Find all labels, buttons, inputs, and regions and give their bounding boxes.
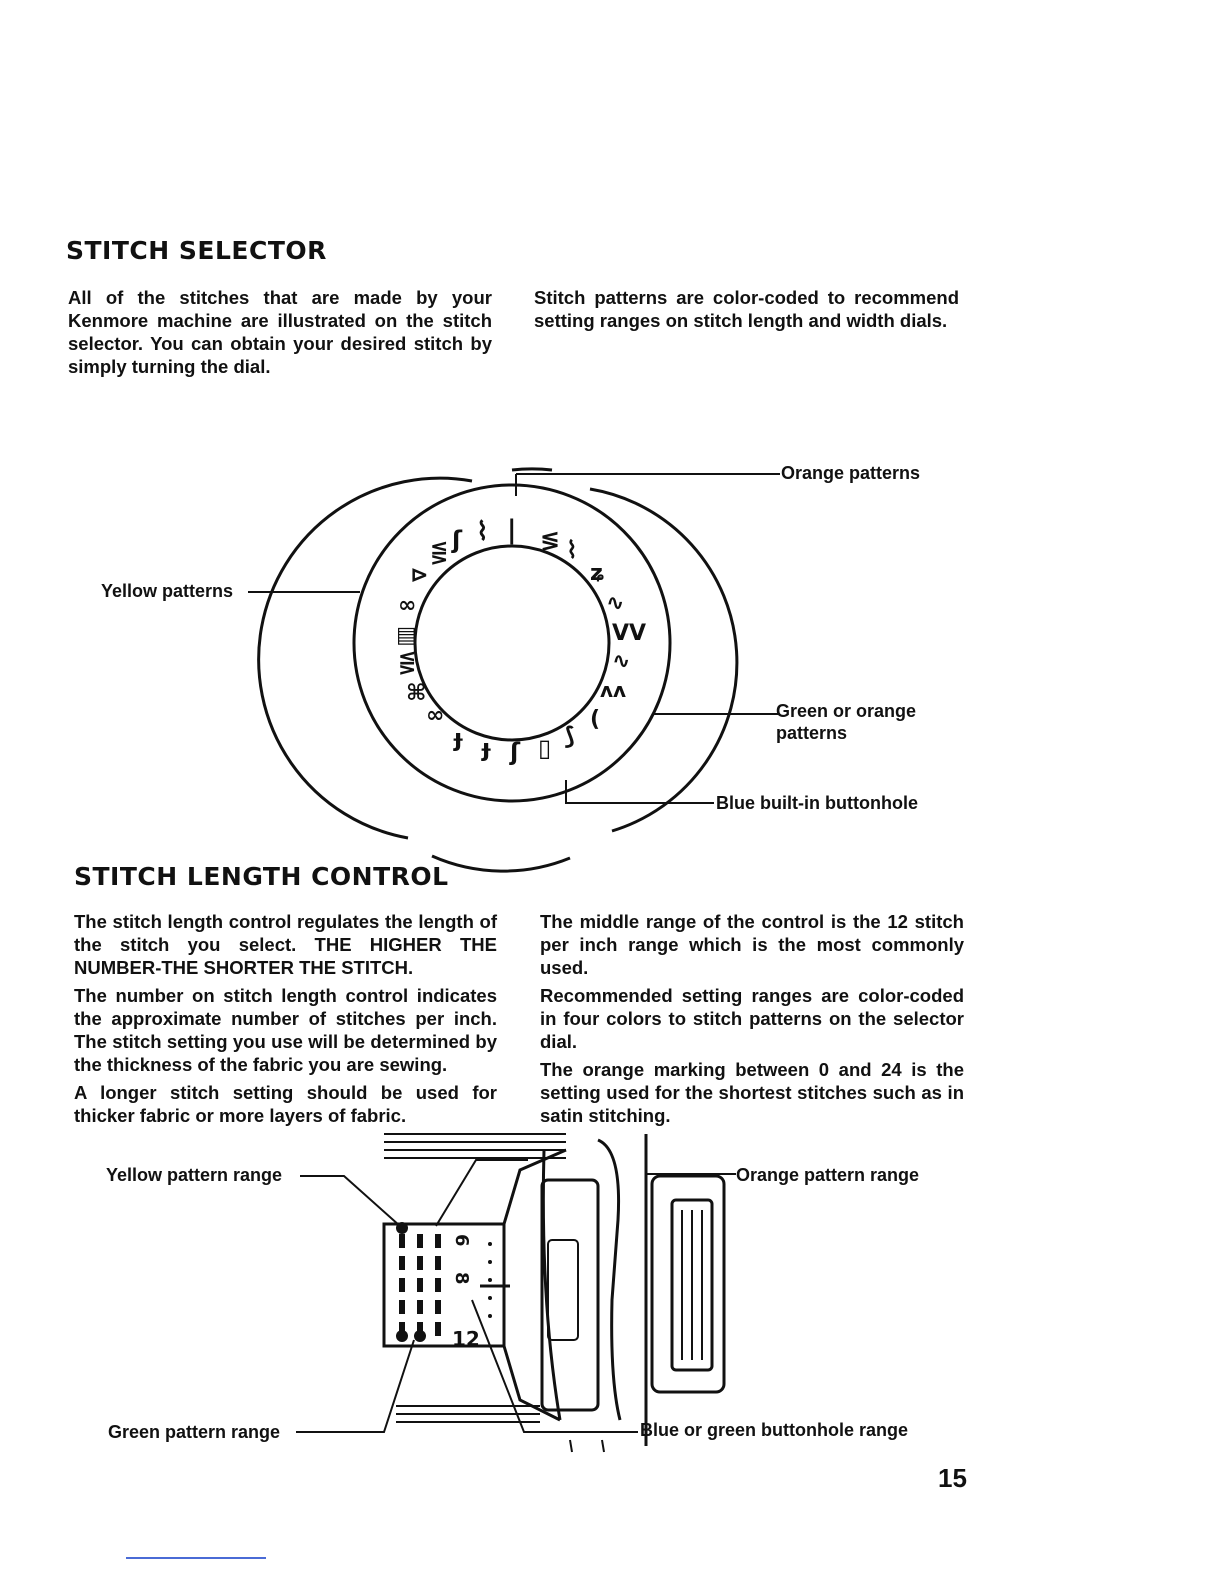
svg-text:(: ( [590,707,601,732]
svg-text:ʑ: ʑ [590,561,606,586]
svg-text:ʌʌ: ʌʌ [600,678,627,702]
svg-text:≶: ≶ [540,526,561,554]
svg-text:∞: ∞ [426,703,445,728]
stitch-length-para-2: The number on stitch length control indicates the approximate number of stitches per inch. The stitch setting you use will be determined by the thickness of the fabric you are sewing. [74,985,497,1075]
yellow-patterns-label: Yellow patterns [101,581,234,601]
svg-text:⌘: ⌘ [406,681,427,706]
stitch-length-para-5: Recommended setting ranges are color-coded in four colors to stitch patterns on the selector dial. [540,985,964,1052]
dial-number-12: 12 [452,1327,480,1351]
top-hatch-lines [384,1134,566,1158]
orange-pattern-range-label: Orange pattern range [736,1165,920,1185]
green-range-dot [396,1330,408,1342]
dial-number-6: 6 [451,1234,472,1247]
stitch-selector-para-left: All of the stitches that are made by your Kenmore machine are illustrated on the stitch selector. You can obtain your desired stitch by simply turning the dial. [68,287,492,377]
yellow-range-leader [300,1176,400,1226]
svg-text:⋚: ⋚ [430,541,449,566]
svg-text:⌇: ⌇ [566,536,578,564]
svg-text:|: | [507,515,517,545]
stitch-length-heading: STITCH LENGTH CONTROL [74,862,449,891]
svg-text:∿: ∿ [612,649,631,674]
buttonhole-tick-2 [602,1440,604,1452]
length-dot [414,1330,426,1342]
green-pattern-range-label: Green pattern range [108,1422,281,1442]
footer-rule [126,1557,266,1559]
machine-panel-inner [548,1240,578,1340]
blue-or-green-buttonhole-range-label: Blue or green buttonhole range [640,1420,909,1440]
svg-text:⌇: ⌇ [476,517,489,547]
stitch-length-para-4: The middle range of the control is the 12 stitch per inch range which is the most commonly used. [540,911,964,978]
knob-ribs [682,1210,702,1360]
machine-side-curve [598,1140,620,1420]
svg-text:∿: ∿ [606,591,625,616]
green-range-leader [296,1340,414,1432]
machine-body-curve [543,1150,560,1420]
svg-text:VV: VV [612,621,647,646]
orange-patterns-label: Orange patterns [781,463,921,483]
svg-text:⋚: ⋚ [398,651,417,676]
svg-text:ʃ: ʃ [452,526,462,554]
svg-text:⊳: ⊳ [410,563,429,588]
svg-text:ɟ: ɟ [454,724,463,752]
stitch-length-para-6: The orange marking between 0 and 24 is the setting used for the shortest stitches such as in satin stitching. [540,1059,964,1126]
svg-text:⟆: ⟆ [564,722,575,750]
stitch-selector-para-right: Stitch patterns are color-coded to recommend setting ranges on stitch length and width dials. [534,287,959,331]
stitch-length-para-3: A longer stitch setting should be used for thicker fabric or more layers of fabric. [74,1082,497,1126]
dial-number-8: 8 [451,1272,472,1285]
svg-text:ɟ: ɟ [482,734,491,762]
scale-dots [488,1242,492,1318]
range-marking-bars [402,1234,438,1336]
stitch-length-para-1: The stitch length control regulates the length of the stitch you select. THE HIGHER THE NUMBER-THE SHORTER THE STITCH. [74,911,497,978]
svg-text:▯: ▯ [538,734,552,762]
green-or-orange-patterns-label: Green or orange patterns [776,701,917,743]
blue-buttonhole-label: Blue built-in buttonhole [716,793,918,813]
buttonhole-tick-1 [570,1440,572,1452]
machine-panel [542,1180,598,1410]
svg-text:∞: ∞ [398,593,417,618]
stitch-selector-heading: STITCH SELECTOR [66,236,327,265]
page-number: 15 [938,1463,967,1493]
svg-text:▤: ▤ [396,623,417,648]
machine-body-outline [504,1150,566,1420]
svg-text:ʃ: ʃ [510,738,520,766]
yellow-pattern-range-label: Yellow pattern range [106,1165,283,1185]
